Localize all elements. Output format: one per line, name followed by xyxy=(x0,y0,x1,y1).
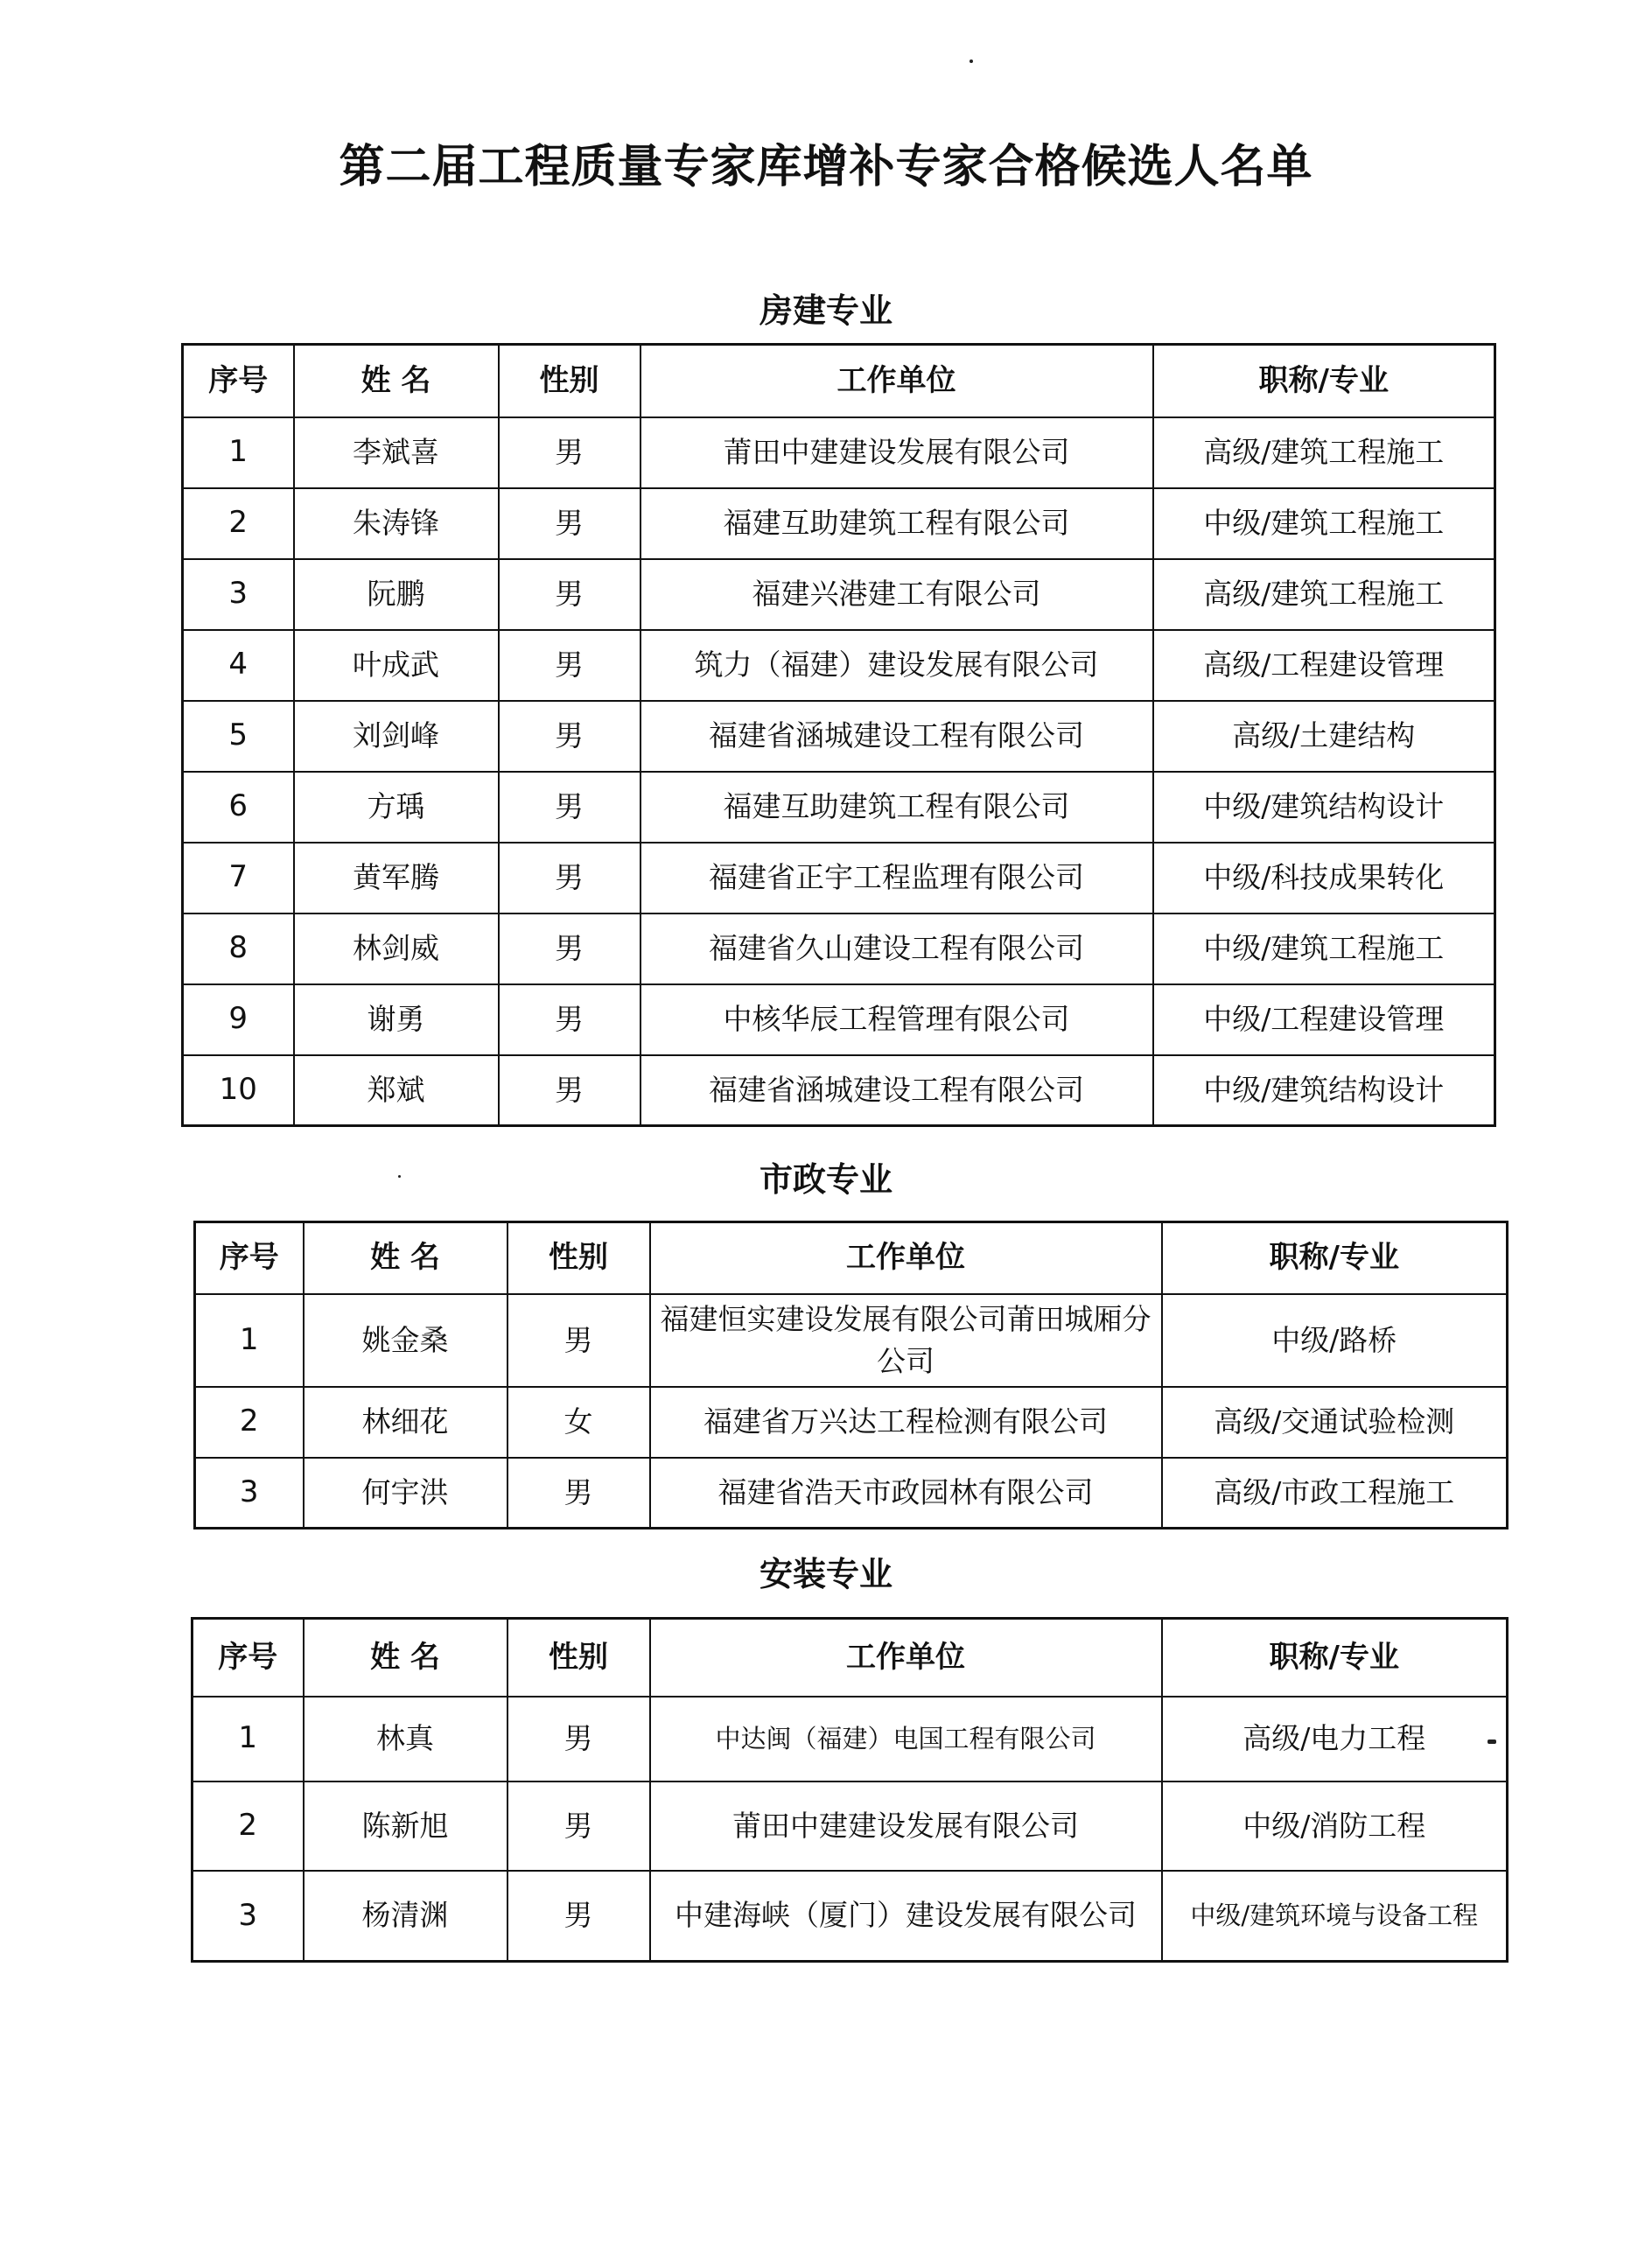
row-index: 9 xyxy=(183,984,294,1055)
section-title-installation: 安装专业 xyxy=(759,1555,892,1593)
row-gender: 男 xyxy=(499,417,640,488)
table-row xyxy=(183,772,1495,843)
header-index: 序号 xyxy=(183,345,294,417)
row-gender: 男 xyxy=(499,984,640,1055)
row-title-specialty: 中级/建筑环境与设备工程 xyxy=(1162,1871,1508,1962)
row-gender: 男 xyxy=(508,1697,650,1782)
row-title-specialty: 中级/建筑工程施工 xyxy=(1153,914,1495,984)
row-employer: 福建省正宇工程监理有限公司 xyxy=(640,843,1153,914)
row-gender: 男 xyxy=(499,1055,640,1126)
row-index: 2 xyxy=(183,488,294,559)
header-index: 序号 xyxy=(192,1619,304,1697)
row-index: 8 xyxy=(183,914,294,984)
row-index: 1 xyxy=(192,1697,304,1782)
row-index: 5 xyxy=(183,701,294,772)
row-gender: 男 xyxy=(499,914,640,984)
row-name: 林剑威 xyxy=(294,914,499,984)
section-title-building: 房建专业 xyxy=(759,291,892,330)
row-index: 7 xyxy=(183,843,294,914)
row-employer: 筑力（福建）建设发展有限公司 xyxy=(640,630,1153,701)
table-row xyxy=(183,488,1495,559)
table-building xyxy=(181,343,1496,1127)
row-gender: 男 xyxy=(499,843,640,914)
table-row xyxy=(183,630,1495,701)
row-name: 朱涛锋 xyxy=(294,488,499,559)
row-index: 3 xyxy=(192,1871,304,1962)
row-employer: 福建省涵城建设工程有限公司 xyxy=(640,701,1153,772)
row-employer: 莆田中建建设发展有限公司 xyxy=(650,1782,1162,1871)
header-employer: 工作单位 xyxy=(640,345,1153,417)
row-index: 4 xyxy=(183,630,294,701)
row-index: 2 xyxy=(192,1782,304,1871)
row-employer: 福建省万兴达工程检测有限公司 xyxy=(650,1387,1162,1458)
table-row xyxy=(183,984,1495,1055)
row-index: 3 xyxy=(183,559,294,630)
scan-speck xyxy=(398,1175,401,1178)
row-name: 林细花 xyxy=(304,1387,508,1458)
row-name: 谢勇 xyxy=(294,984,499,1055)
row-title-specialty: 高级/市政工程施工 xyxy=(1162,1458,1508,1529)
row-employer: 福建省久山建设工程有限公司 xyxy=(640,914,1153,984)
row-index: 2 xyxy=(195,1387,304,1458)
row-gender: 男 xyxy=(499,630,640,701)
table-header-row xyxy=(192,1619,1508,1697)
row-name: 阮鹏 xyxy=(294,559,499,630)
header-gender: 性别 xyxy=(499,345,640,417)
table-row xyxy=(183,914,1495,984)
row-name: 郑斌 xyxy=(294,1055,499,1126)
row-name: 李斌喜 xyxy=(294,417,499,488)
row-gender: 男 xyxy=(499,559,640,630)
row-title-specialty: 高级/建筑工程施工 xyxy=(1153,559,1495,630)
table-row xyxy=(195,1458,1508,1529)
row-title-specialty: 高级/工程建设管理 xyxy=(1153,630,1495,701)
row-title-specialty: 中级/建筑结构设计 xyxy=(1153,1055,1495,1126)
table-installation xyxy=(191,1617,1508,1963)
table-row xyxy=(192,1871,1508,1962)
row-employer: 莆田中建建设发展有限公司 xyxy=(640,417,1153,488)
row-index: 1 xyxy=(183,417,294,488)
row-name: 黄军腾 xyxy=(294,843,499,914)
row-name: 方瑀 xyxy=(294,772,499,843)
row-name: 姚金桑 xyxy=(304,1294,508,1387)
row-name: 刘剑峰 xyxy=(294,701,499,772)
table-row xyxy=(195,1294,1508,1387)
table-row xyxy=(183,559,1495,630)
row-gender: 男 xyxy=(499,488,640,559)
row-title-specialty: 中级/建筑结构设计 xyxy=(1153,772,1495,843)
header-name: 姓 名 xyxy=(304,1619,508,1697)
row-title-specialty: 高级/建筑工程施工 xyxy=(1153,417,1495,488)
row-name: 林真 xyxy=(304,1697,508,1782)
row-title-specialty: 中级/工程建设管理 xyxy=(1153,984,1495,1055)
scan-speck xyxy=(1488,1740,1496,1744)
row-gender: 女 xyxy=(508,1387,650,1458)
row-employer: 中达闽（福建）电国工程有限公司 xyxy=(650,1697,1162,1782)
row-index: 1 xyxy=(195,1294,304,1387)
scan-speck xyxy=(970,60,973,63)
row-name: 何宇洪 xyxy=(304,1458,508,1529)
table-row xyxy=(183,417,1495,488)
row-gender: 男 xyxy=(508,1294,650,1387)
header-gender: 性别 xyxy=(508,1619,650,1697)
header-index: 序号 xyxy=(195,1222,304,1294)
row-employer: 中核华辰工程管理有限公司 xyxy=(640,984,1153,1055)
header-title-specialty: 职称/专业 xyxy=(1153,345,1495,417)
row-employer: 中建海峡（厦门）建设发展有限公司 xyxy=(650,1871,1162,1962)
header-name: 姓 名 xyxy=(304,1222,508,1294)
document-title: 第二届工程质量专家库增补专家合格候选人名单 xyxy=(339,141,1313,193)
header-employer: 工作单位 xyxy=(650,1619,1162,1697)
table-row xyxy=(195,1387,1508,1458)
table-row xyxy=(192,1697,1508,1782)
header-name: 姓 名 xyxy=(294,345,499,417)
row-employer: 福建互助建筑工程有限公司 xyxy=(640,772,1153,843)
section-title-municipal: 市政专业 xyxy=(759,1160,892,1199)
row-gender: 男 xyxy=(508,1871,650,1962)
table-row xyxy=(183,701,1495,772)
row-gender: 男 xyxy=(499,701,640,772)
row-title-specialty: 中级/建筑工程施工 xyxy=(1153,488,1495,559)
row-employer: 福建省浩天市政园林有限公司 xyxy=(650,1458,1162,1529)
row-index: 3 xyxy=(195,1458,304,1529)
table-row xyxy=(192,1782,1508,1871)
row-employer: 福建恒实建设发展有限公司莆田城厢分公司 xyxy=(650,1294,1162,1387)
row-name: 杨清渊 xyxy=(304,1871,508,1962)
row-title-specialty: 中级/路桥 xyxy=(1162,1294,1508,1387)
row-index: 10 xyxy=(183,1055,294,1126)
table-header-row xyxy=(195,1222,1508,1294)
row-gender: 男 xyxy=(508,1782,650,1871)
table-row xyxy=(183,843,1495,914)
header-employer: 工作单位 xyxy=(650,1222,1162,1294)
row-name: 陈新旭 xyxy=(304,1782,508,1871)
header-gender: 性别 xyxy=(508,1222,650,1294)
table-header-row xyxy=(183,345,1495,417)
row-title-specialty: 中级/消防工程 xyxy=(1162,1782,1508,1871)
row-employer: 福建省涵城建设工程有限公司 xyxy=(640,1055,1153,1126)
row-name: 叶成武 xyxy=(294,630,499,701)
row-title-specialty: 高级/电力工程 xyxy=(1162,1697,1508,1782)
table-municipal xyxy=(193,1221,1508,1530)
header-title-specialty: 职称/专业 xyxy=(1162,1222,1508,1294)
row-employer: 福建兴港建工有限公司 xyxy=(640,559,1153,630)
header-title-specialty: 职称/专业 xyxy=(1162,1619,1508,1697)
row-title-specialty: 中级/科技成果转化 xyxy=(1153,843,1495,914)
row-gender: 男 xyxy=(508,1458,650,1529)
row-title-specialty: 高级/土建结构 xyxy=(1153,701,1495,772)
table-row xyxy=(183,1055,1495,1126)
row-gender: 男 xyxy=(499,772,640,843)
row-index: 6 xyxy=(183,772,294,843)
row-employer: 福建互助建筑工程有限公司 xyxy=(640,488,1153,559)
row-title-specialty: 高级/交通试验检测 xyxy=(1162,1387,1508,1458)
